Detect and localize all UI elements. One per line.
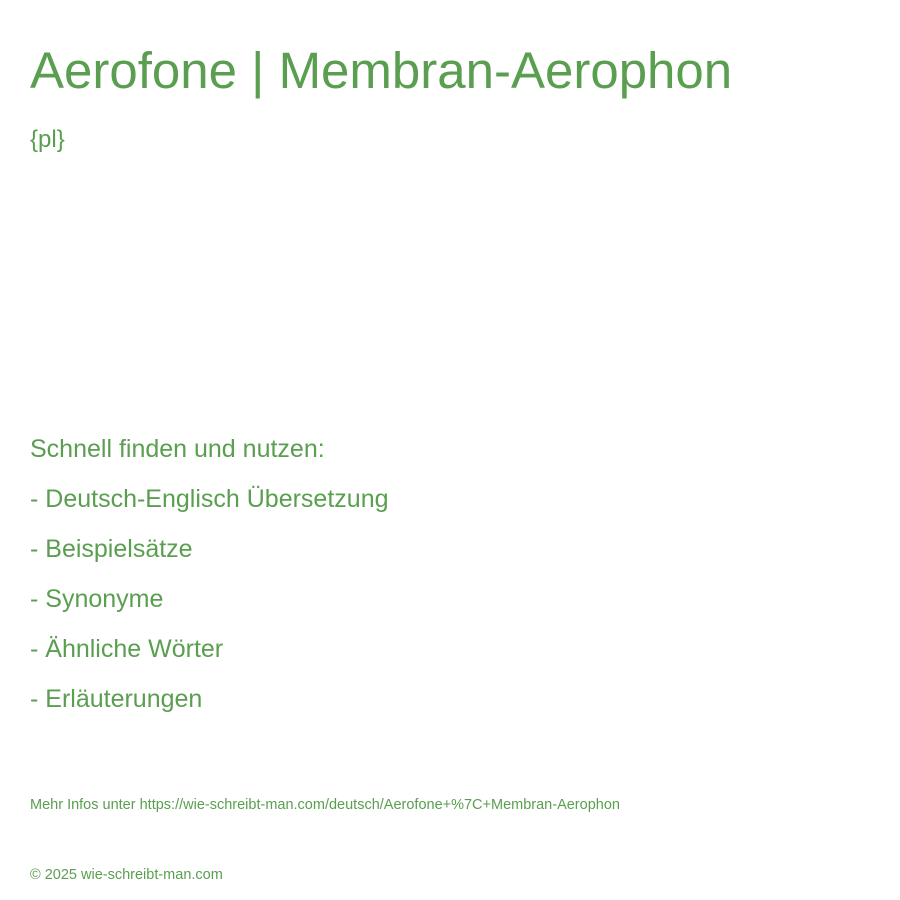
feature-list bbox=[30, 424, 389, 724]
more-info-text: Mehr Infos unter https://wie-schreibt-man.com/deutsch/Aerofone+%7C+Membran-Aerophon bbox=[30, 797, 620, 813]
feature-item-example-sentences: - Beispielsätze bbox=[30, 535, 193, 563]
feature-list-heading: Schnell finden und nutzen: bbox=[30, 435, 325, 463]
feature-item-translation: - Deutsch-Englisch Übersetzung bbox=[30, 485, 389, 513]
page-title: Aerofone | Membran-Aerophon bbox=[30, 42, 733, 99]
copyright-notice: © 2025 wie-schreibt-man.com bbox=[30, 867, 223, 883]
feature-item-similar-words: - Ähnliche Wörter bbox=[30, 635, 224, 663]
feature-item-synonyms: - Synonyme bbox=[30, 585, 164, 613]
part-of-speech-label: {pl} bbox=[30, 126, 65, 153]
feature-item-explanations: - Erläuterungen bbox=[30, 685, 203, 713]
